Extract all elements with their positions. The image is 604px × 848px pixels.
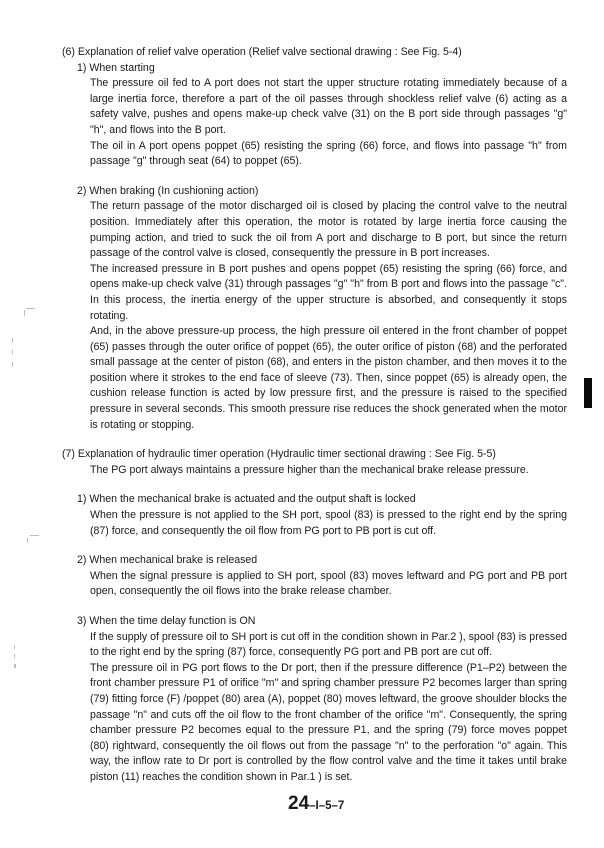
scan-artifact [14,645,15,649]
subsection-heading-when-starting: 1) When starting [77,61,155,74]
scan-artifact [30,535,39,536]
paragraph: The pressure oil in PG port flows to the Dr port, then if the pressure difference (P1–P2) between the front chamber pressure P1 of orifice "m" and spring chamber pressure P2 becomes larger than spring (79) fitting force (F) /poppet (80) area (A), poppet (80) moves leftward, the groove shoulder blocks the passage "n" and cuts off the oil flow to the front chamber of the orifice "m". Consequently, the spring chamber pressure P2 becomes equal to the pressure P1, and the spring (79) force moves poppet (80) rightward, consequently the oil flows out from the passage "n" to the perforation "o" again. This way, the inflow rate to Dr port is controlled by the flow control valve and the time it takes until brake piston (11) reaches the condition shown in Par.1 ) is set. [90,661,567,783]
paragraph: The oil in A port opens poppet (65) resisting the spring (66) force, and flows into passage "h" from passage "g" through seat (64) to poppet (65). [90,139,567,168]
paragraph: When the signal pressure is applied to SH port, spool (83) moves leftward and PG port and PB port open, consequently the oil flows into the brake release chamber. [90,569,567,598]
scan-artifact [24,310,25,316]
spacer [62,600,567,614]
subsection-heading-brake-actuated: 1) When the mechanical brake is actuated and the output shaft is locked [77,493,416,506]
spacer [62,478,567,492]
paragraph: The increased pressure in B port pushes and opens poppet (65) resisting the spring (66) force, and opens make-up check valve (31) through passages "g" "h" from B port and flows into the passage "c". In this process, the inertia energy of the upper structure is absorbed, and consequently it stops rotating. [90,262,567,322]
paragraph: The return passage of the motor discharged oil is closed by placing the control valve to the neutral position. Immediately after this operation, the motor is rotated by large inertia force causing the pumping action, and tried to suck the oil from A port and discharge to B port, but since the return passage of the control valve is closed, consequently the pressure in B port increases. [90,200,567,260]
page-content [62,45,567,786]
paragraph: And, in the above pressure-up process, the high pressure oil entered in the front chamber of poppet (65) passes through the outer orifice of poppet (65), the outer orifice of piston (68) and the perforated small passage at the center of piston (68), and enters in the piston chamber, and then moves it to the position where it strokes to the end face of sleeve (73). Then, since poppet (65) is already open, the cushion release function is acted by low pressure first, and the pressure is raised to the specified pressure in several seconds. This smooth pressure rise reduces the shock generated when the motor is rotating or stopping. [90,325,567,431]
scan-artifact [12,350,13,354]
page-number [288,793,344,815]
section-heading-hydraulic-timer: (7) Explanation of hydraulic timer operation (Hydraulic timer sectional drawing : See Fig. 5-5) [62,448,496,461]
scan-artifact [14,664,16,668]
revision-change-bar [584,378,592,408]
subsection-heading-brake-released: 2) When mechanical brake is released [77,554,258,567]
paragraph: When the pressure is not applied to the SH port, spool (83) is pressed to the right end by the spring (87) force, and consequently the oil flow from PG port to PB port is cut off. [90,509,567,537]
scan-artifact [26,308,35,309]
paragraph: If the supply of pressure oil to SH port is cut off in the condition shown in Par.2 ), spool (83) is pressed to the right end by the spring (87) force, consequently PG port and PB port are cut off. [90,630,567,659]
spacer [62,433,567,447]
spacer [62,539,567,553]
scan-artifact [12,338,13,343]
section-heading-relief-valve: (6) Explanation of relief valve operation (Relief valve sectional drawing : See Fig. 5-4) [62,46,462,58]
page-number-major: 24 [288,793,310,814]
page-number-minor: –I–5–7 [309,800,345,812]
paragraph: The pressure oil fed to A port does not start the upper structure rotating immediately because of a large inertia force, therefore a part of the oil passes through shockless relief valve (6) acting as a safety valve, pushes and opens make-up check valve (31) on the B port side through passages "g" "h", and flows into the B port. [90,77,567,136]
section-intro: The PG port always maintains a pressure higher than the mechanical brake release pressure. [90,463,529,476]
subsection-heading-time-delay: 3) When the time delay function is ON [77,615,256,627]
scan-artifact [12,362,13,367]
scan-artifact [14,654,15,658]
scan-artifact [27,538,28,543]
spacer [62,170,567,184]
subsection-heading-when-braking: 2) When braking (In cushioning action) [77,184,259,197]
